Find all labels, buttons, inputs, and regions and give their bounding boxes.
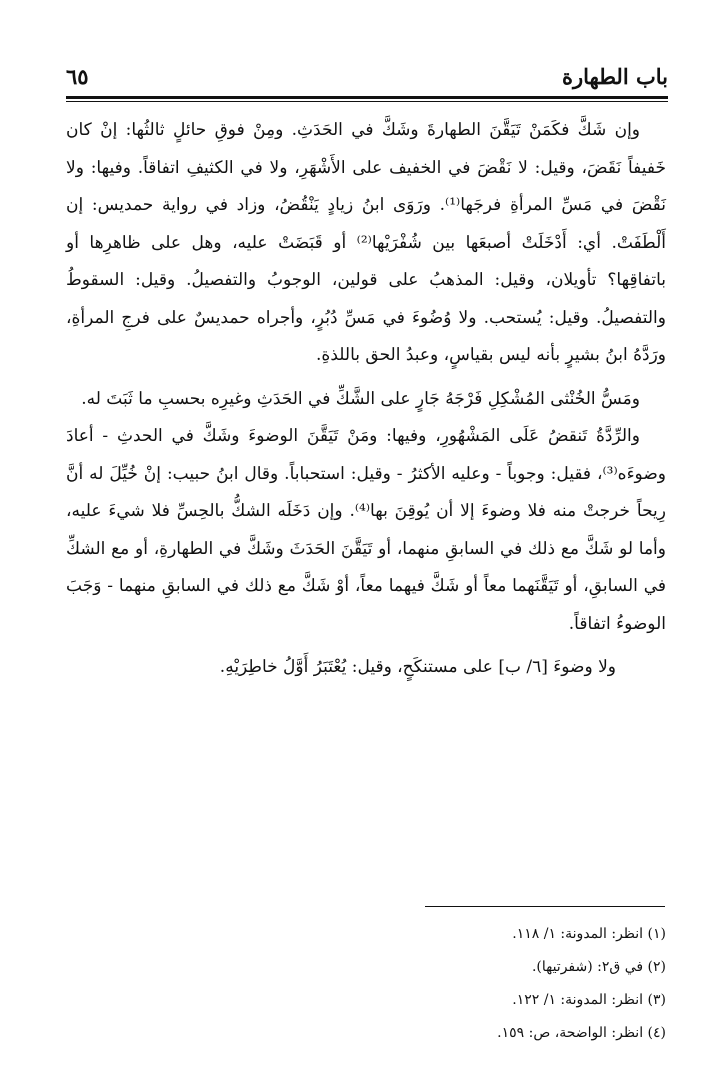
header-rule-thin: [66, 101, 668, 102]
paragraph: ولا وضوءَ [٦/ ب] على مستنكَحٍ، وقيل: يُعْتَبَرُ أَوَّلُ خاطِرَيْهِ.: [219, 657, 616, 677]
main-text: [66, 112, 666, 687]
paragraph: وإن شَكَّ فكَمَنْ تَيَقَّنَ الطهارةَ وشَكَّ في الحَدَثِ. ومِنْ فوقِ حائلٍ ثالثُها: إنْ كان خَفيفاً نَقَضَ، وقيل: لا نَقْضَ في الخفيف على الأَشْهَرِ، ولا في الكثيفِ اتفاقاً. وفيها: ولا نَقْضَ في مَسِّ المرأةِ فرجَها⁽¹⁾. ورَوَى ابنُ زيادٍ يَنْقُضُ، وزاد في رواية حمديس: إن أَلْطَفَتْ. أي: أَدْخَلَتْ أصبعَها بين شُفْرَيْها⁽²⁾ أو قَبَضَتْ عليه، وهل على ظاهرِها أو باتفاقِها؟ تأويلان، وقيل: المذهبُ على قولين، الوجوبُ والتفصيلُ. وقيل: السقوطُ والتفصيلُ. وقيل: يُستحب. ولا وُضُوءَ في مَسِّ دُبُرٍ، وأجراه حمديسٌ على فرجِ المرأةِ، ورَدَّهُ ابنُ بشيرٍ بأنه ليس بقياسٍ، وعبدُ الحق باللذةِ.: [66, 120, 667, 365]
footnote: (٤) انظر: الواضحة، ص: ١٥٩.: [497, 1025, 666, 1041]
footnote: (٣) انظر: المدونة: ١/ ١٢٢.: [512, 992, 666, 1008]
running-header: [66, 60, 668, 94]
page-number: ٦٥: [66, 64, 89, 89]
footnotes: [246, 918, 666, 1050]
header-rule-thick: [66, 96, 668, 99]
footnote: (١) انظر: المدونة: ١/ ١١٨.: [512, 926, 666, 942]
paragraph: والرِّدَّةُ تَنقضُ عَلَى المَشْهُورِ، وفيها: ومَنْ تَيَقَّنَ الوضوءَ وشَكَّ في الحدثِ - أعادَ وضوءَه⁽³⁾، فقيل: وجوباً - وعليه الأكثرُ - وقيل: استحباباً. وقال ابنُ حبيب: إنْ خُيِّلَ له أنَّ رِيحاً خرجتْ منه فلا وضوءَ إلا أن يُوقِنَ بها⁽⁴⁾. وإن دَخَلَه الشكُّ بالحِسِّ فلا شيءَ عليه، وأما لو شَكَّ مع ذلك في السابقِ منهما، أو تَيَقَّنَ الحَدَثَ وشَكَّ في الطهارةِ، أو مع الشكِّ في السابقِ، أو تَيَقَّنَهما معاً أو شَكَّ فيهما معاً، أوْ شَكَّ مع ذلك في السابقِ منهما - وَجَبَ الوضوءُ اتفاقاً.: [66, 426, 666, 634]
footnote: (٢) في ق٢: (شفرتيها).: [531, 959, 666, 975]
footnote-separator: [425, 906, 665, 907]
paragraph: ومَسُّ الخُنْثى المُشْكِلِ فَرْجَهُ جَارٍ على الشَّكِّ في الحَدَثِ وغيرِه بحسبِ ما ثَبَتَ له.: [81, 388, 640, 409]
chapter-title: باب الطهارة: [561, 64, 668, 89]
